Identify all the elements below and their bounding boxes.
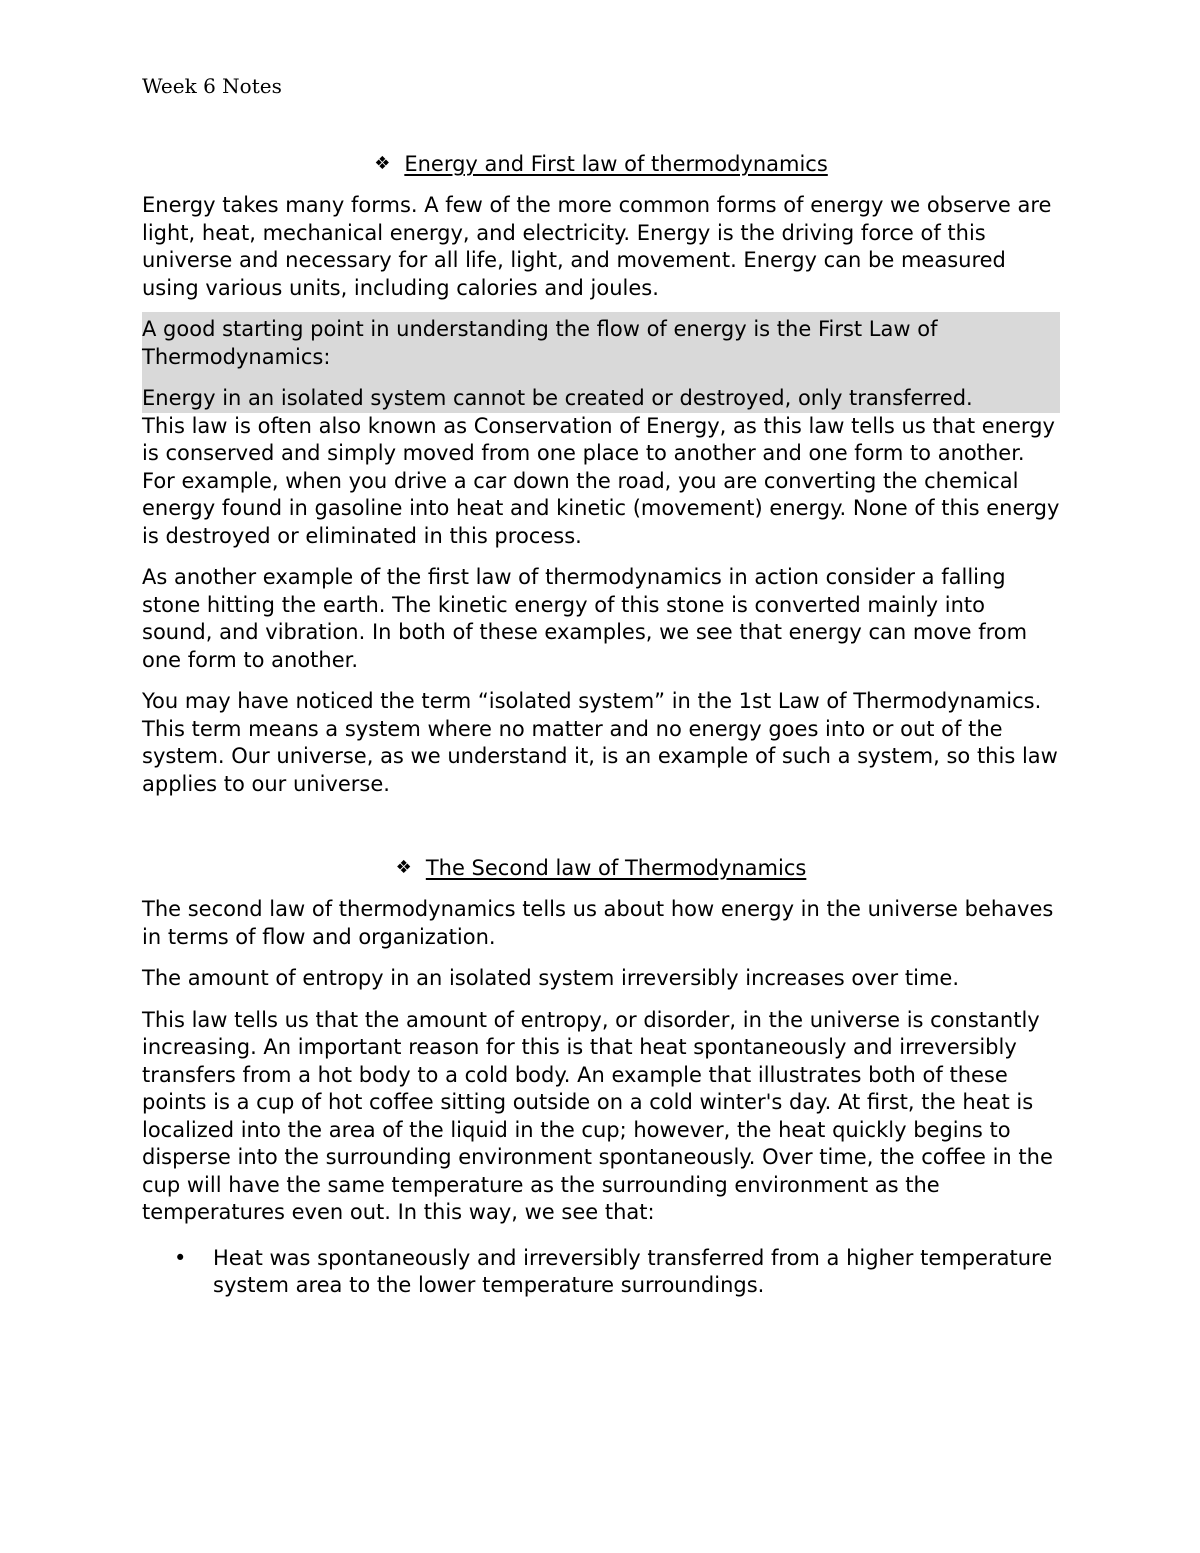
paragraph: This law tells us that the amount of entropy, or disorder, in the universe is constantly increasing. An important reason for this is that heat spontaneously and irreversibly transfers from a hot body to a cold body. An example that illustrates both of these points is a cup of hot coffee sitting outside on a cold winter's day. At first, the heat is localized into the area of the liquid in the cup; however, the heat quickly begins to disperse into the surrounding environment spontaneously. Over time, the coffee in the cup will have the same temperature as the surrounding environment as the temperatures even out. In this way, we see that: <box>142 1007 1053 1224</box>
bullet-dot-icon: • <box>174 1245 187 1270</box>
page-header: Week 6 Notes <box>142 74 282 98</box>
section-heading-second-law <box>142 854 1060 882</box>
list-item-text: Heat was spontaneously and irreversibly transferred from a higher temperature system area to the lower temperature surroundings. <box>213 1245 1053 1297</box>
document-body <box>142 150 1060 1300</box>
paragraph: Energy takes many forms. A few of the more common forms of energy we observe are light, heat, mechanical energy, and electricity. Energy is the driving force of this universe and necessary for all life, light, and movement. Energy can be measured using various units, including calories and joules. <box>142 193 1052 300</box>
law-statement: Energy in an isolated system cannot be created or destroyed, only transferred. <box>142 386 973 410</box>
section-title: Energy and First law of thermodynamics <box>404 152 828 176</box>
paragraph: This law is often also known as Conservation of Energy, as this law tells us that energy is conserved and simply moved from one place to another and one form to another. For example, when you drive a car down the road, you are converting the chemical energy found in gasoline into heat and kinetic (movement) energy. None of this energy is destroyed or eliminated in this process. <box>142 413 1060 548</box>
paragraph: The second law of thermodynamics tells us about how energy in the universe behaves in terms of flow and organization. <box>142 897 1054 949</box>
bullet-list <box>142 1245 1060 1300</box>
paragraph: A good starting point in understanding the flow of energy is the First Law of Thermodynamics: <box>142 317 938 369</box>
paragraph: You may have noticed the term “isolated system” in the 1st Law of Thermodynamics. This term means a system where no matter and no energy goes into or out of the system. Our universe, as we understand it, is an example of such a system, so this law applies to our universe. <box>142 689 1058 796</box>
spacer <box>142 812 1060 854</box>
diamond-bullet-icon: ❖ <box>395 857 412 878</box>
diamond-bullet-icon: ❖ <box>374 153 391 174</box>
list-item <box>142 1245 1060 1300</box>
law-statement: The amount of entropy in an isolated system irreversibly increases over time. <box>142 966 959 990</box>
section-heading-first-law <box>142 150 1060 178</box>
highlighted-block <box>142 312 1060 413</box>
paragraph: As another example of the first law of thermodynamics in action consider a falling stone hitting the earth. The kinetic energy of this stone is converted mainly into sound, and vibration. In both of these examples, we see that energy can move from one form to another. <box>142 565 1028 672</box>
section-title: The Second law of Thermodynamics <box>425 856 807 880</box>
